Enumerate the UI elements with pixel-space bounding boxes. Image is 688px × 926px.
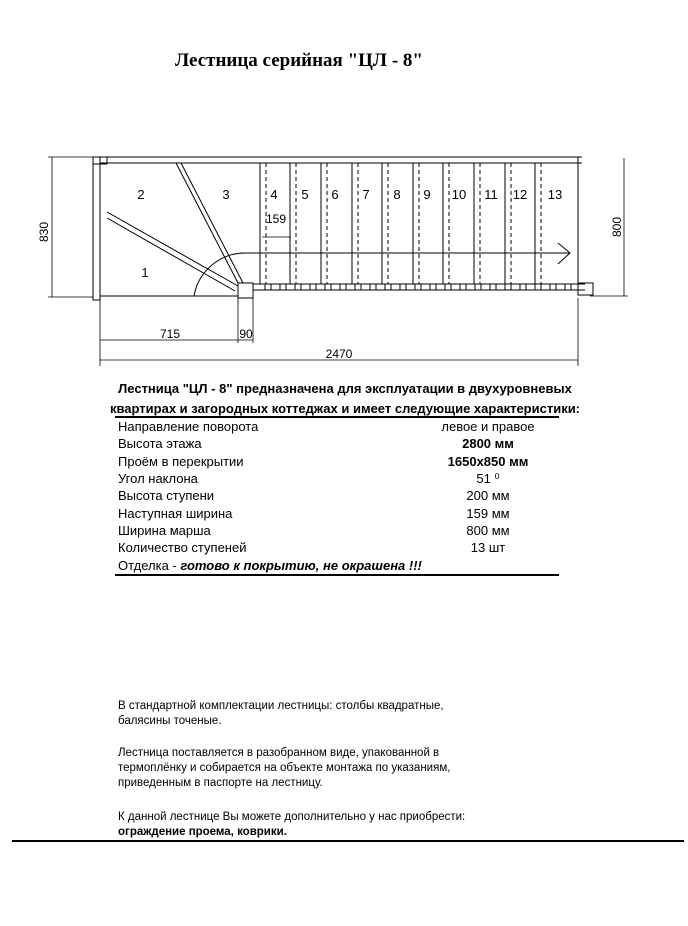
baluster [385,284,391,290]
finish-label: Отделка - [118,558,181,573]
dim-height-left: 830 [37,221,51,243]
finish-row [118,558,558,575]
spec-label: Угол наклона [118,470,198,486]
staircase-drawing [0,0,688,380]
step-number: 6 [331,187,339,202]
baluster [490,284,496,290]
note-extras [118,810,518,840]
note-standard: В стандартной комплектации лестницы: столбы квадратные, балясины точеные. [118,700,444,727]
spec-label: Направление поворота [118,419,259,434]
baluster [280,284,286,290]
spec-label: Высота этажа [118,436,202,452]
baluster [325,284,331,290]
spec-value: 2800 мм [462,436,514,452]
spec-value: 800 мм [466,522,510,538]
step-number: 12 [512,187,528,202]
step-number: 4 [270,187,278,202]
intro-text [100,379,590,419]
baluster [535,284,541,290]
divider [115,416,559,418]
baluster [430,284,436,290]
baluster [520,284,526,290]
finish-value: готово к покрытию, не окрашена !!! [180,558,422,573]
baluster [460,284,466,290]
spec-row [118,436,558,453]
baluster [475,284,481,290]
step-number: 11 [484,187,498,202]
baluster [295,284,301,290]
step-number: 8 [393,187,401,202]
intro-line: квартирах и загородных коттеджах и имеет следующие характеристики: [109,401,581,416]
spec-row [118,471,558,488]
spec-value: 13 шт [470,540,506,556]
baluster [550,284,556,290]
spec-value: 1650x850 мм [447,453,529,469]
step-number: 9 [423,187,431,202]
baluster [370,284,376,290]
baluster [340,284,346,290]
spec-label: Количество ступеней [118,540,247,556]
spec-row [118,488,558,505]
note-delivery: Лестница поставляется в разобранном виде, упакованной в термоплёнку и собирается на объекте монтажа по указаниям, приведенным в паспорте на лестницу. [118,747,451,789]
divider [115,574,559,576]
step-number: 10 [451,187,467,202]
dim-total: 2470 [325,347,353,361]
spec-label: Наступная ширина [118,505,233,521]
spec-row [118,540,558,557]
spec-label: Ширина марша [118,522,211,538]
step-number: 7 [362,187,370,202]
baluster [505,284,511,290]
step-number: 1 [141,265,149,280]
spec-row [118,506,558,523]
baluster [415,284,421,290]
bottom-divider [12,840,684,842]
baluster [310,284,316,290]
baluster [565,284,571,290]
step-number: 2 [137,187,145,202]
step-number: 5 [301,187,309,202]
dim-height-right: 800 [610,216,624,238]
spec-row [118,419,558,436]
note-extras-text: К данной лестнице Вы можете дополнительно у нас приобрести: [118,811,466,823]
tread-lines [260,163,571,290]
spec-value: 200 мм [466,488,510,504]
spec-label: Проём в перекрытии [118,453,244,469]
baluster [265,284,271,290]
spec-row [118,523,558,540]
dim-tread: 159 [265,212,287,226]
spec-value: 159 мм [466,505,510,521]
spec-value: 51 ⁰ [476,470,500,486]
baluster [445,284,451,290]
stair-outline [93,157,593,300]
page-title: Лестница серийная "ЦЛ - 8" [175,50,423,71]
baluster [400,284,406,290]
spec-row [118,454,558,471]
spec-label: Высота ступени [118,488,215,504]
baluster [355,284,361,290]
intro-line: Лестница "ЦЛ - 8" предназначена для эксплуатации в двухуровневых [118,381,572,396]
spec-value: левое и правое [441,419,535,434]
dim-landing: 715 [159,327,181,341]
dim-post: 90 [239,327,253,341]
step-number: 3 [222,187,230,202]
extras-list: ограждение проема, коврики. [118,826,287,838]
step-number: 13 [547,187,563,202]
